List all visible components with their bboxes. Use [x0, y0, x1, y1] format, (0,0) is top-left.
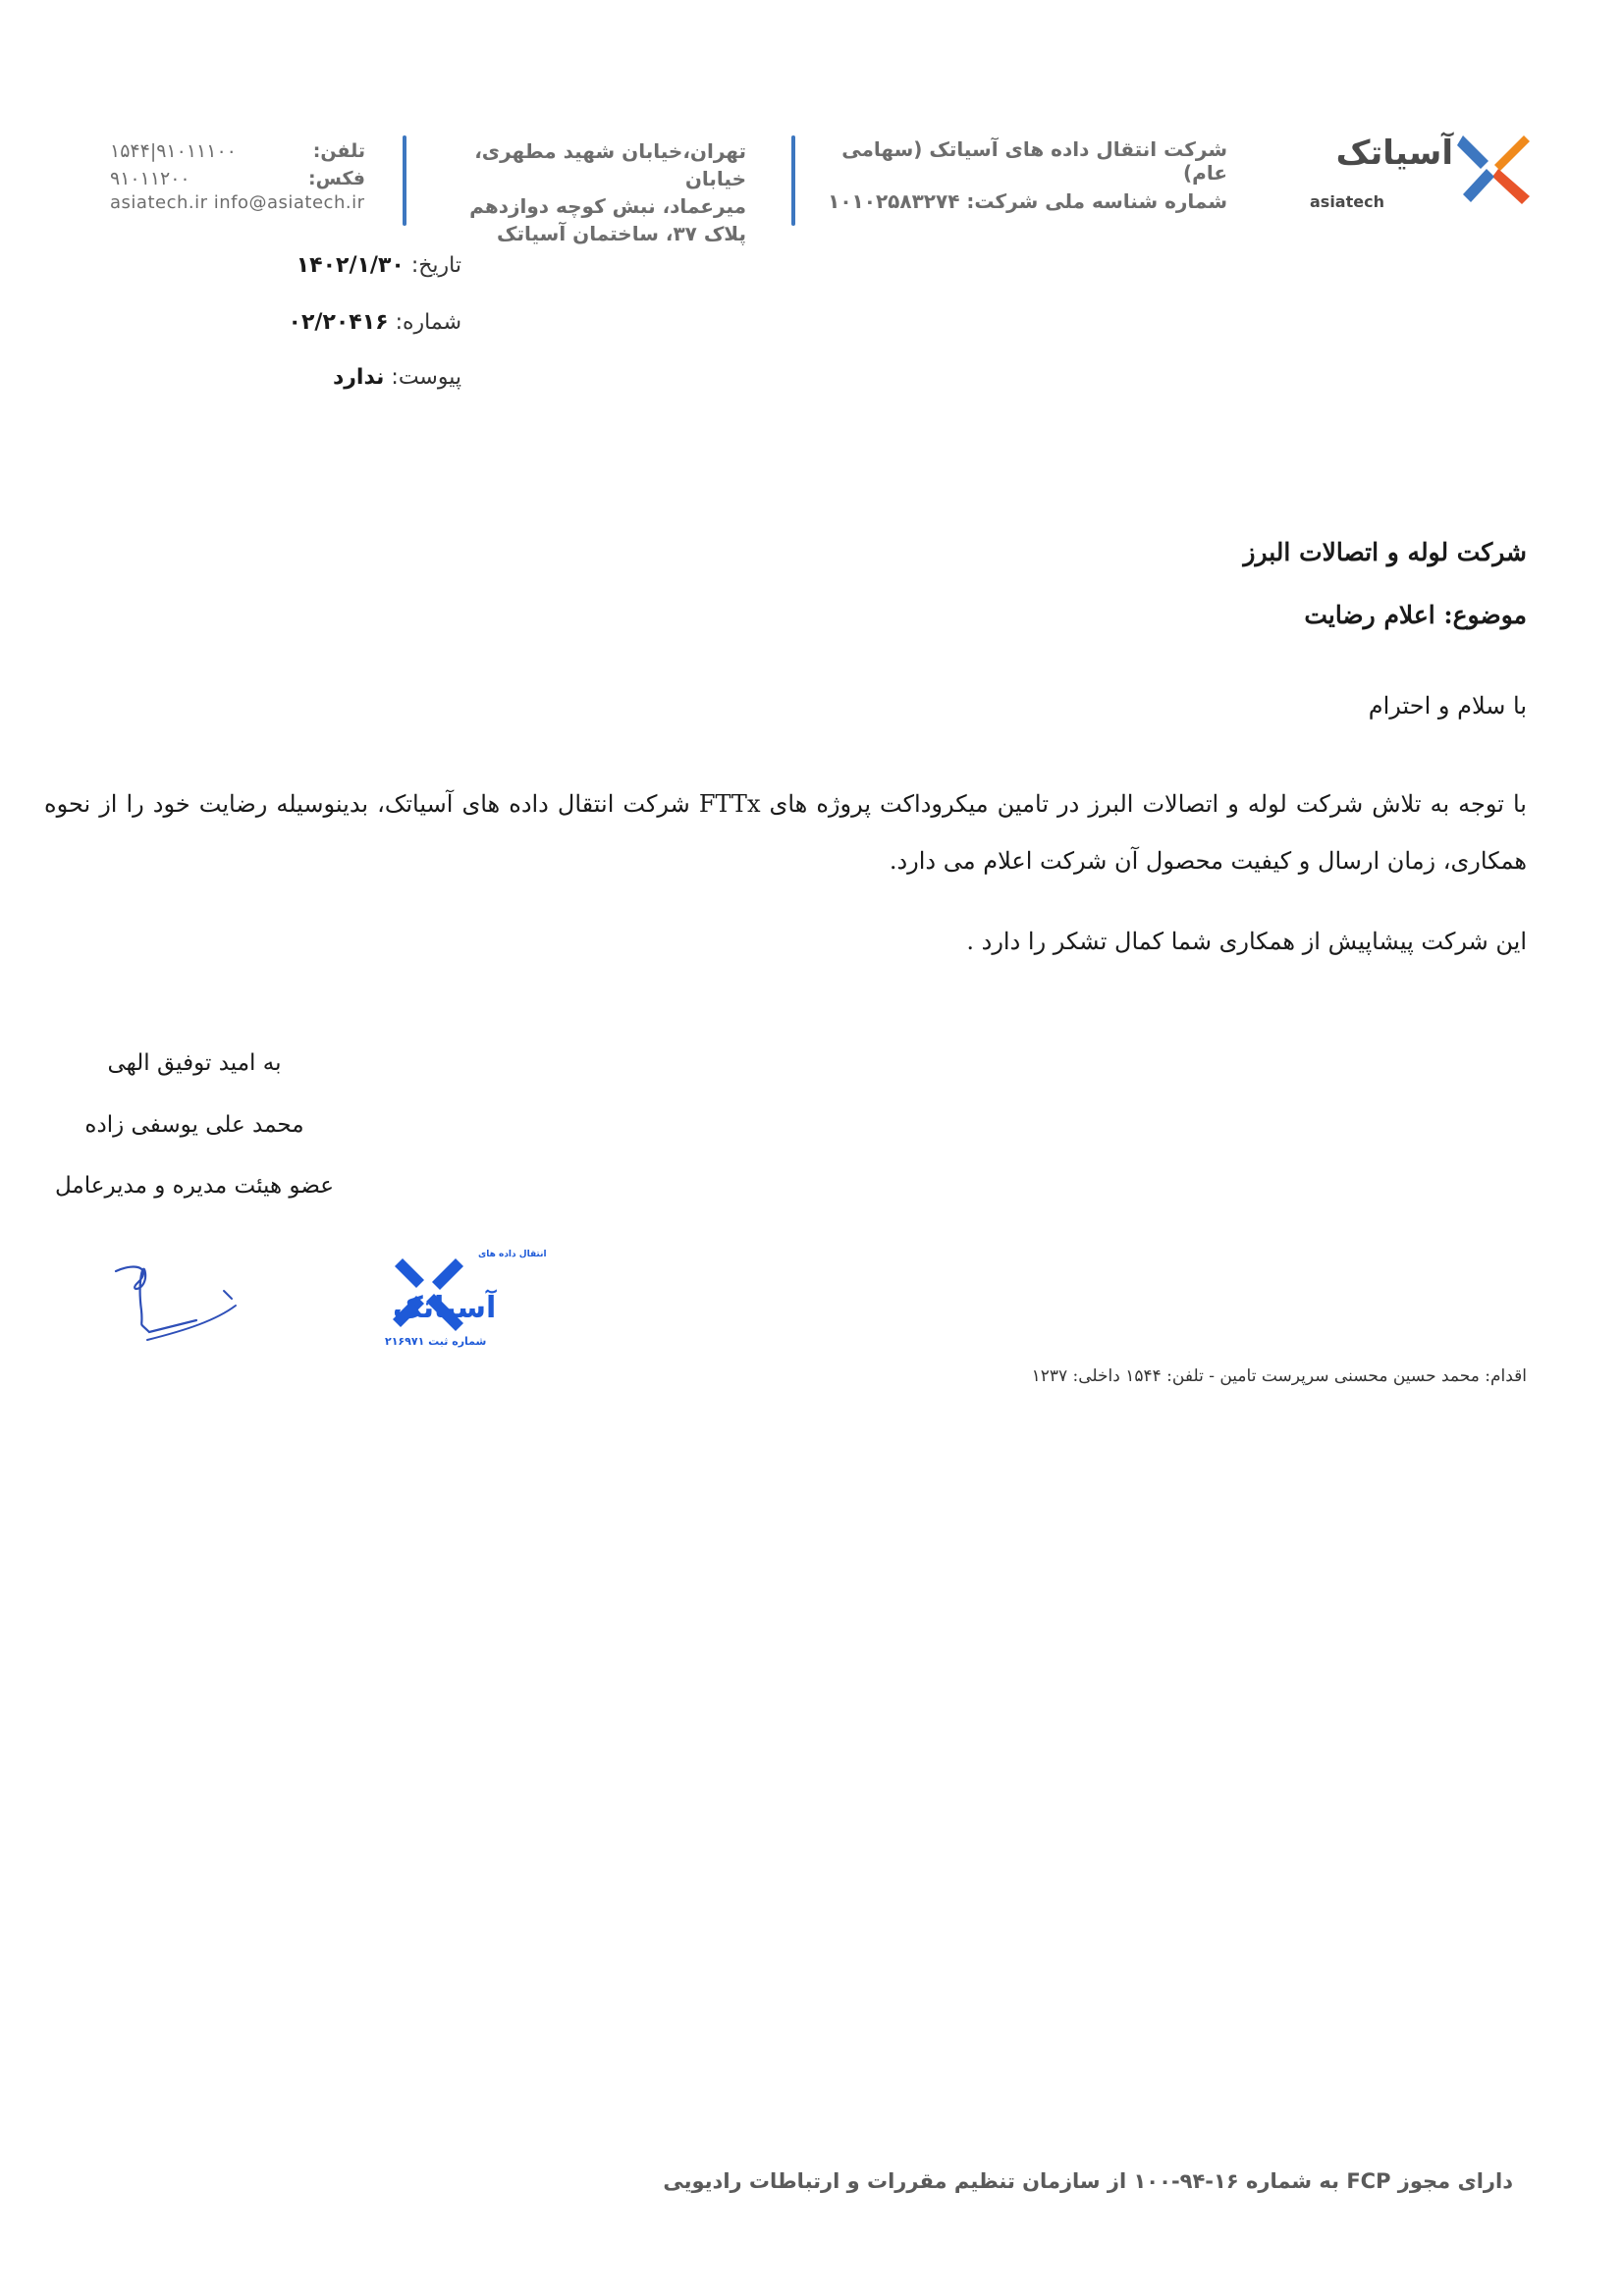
company-logo	[1306, 126, 1532, 224]
company-address	[432, 137, 746, 247]
greeting: با سلام و احترام	[1368, 692, 1527, 720]
stamp-name: آسیاتک	[393, 1291, 497, 1325]
number-value: ۰۲/۲۰۴۱۶	[288, 310, 389, 335]
date-value: ۱۴۰۲/۱/۳۰	[296, 253, 405, 278]
address-line: میرعماد، نبش کوچه دوازدهم	[469, 194, 746, 218]
fax-value: ۹۱۰۱۱۲۰۰	[110, 168, 190, 189]
logo-text-fa: آسیاتک	[1335, 133, 1453, 173]
date-label: تاریخ:	[410, 253, 461, 278]
body-paragraph: با توجه به تلاش شرکت لوله و اتصالات البرز در تامین میکروداکت پروژه های FTTx شرکت انتقال داده های آسیاتک، بدینوسیله رضایت خود را از نحوه همکاری، زمان ارسال و کیفیت محصول آن شرکت اعلام می دارد.	[44, 790, 1527, 875]
company-stamp	[287, 1247, 547, 1355]
website-email: asiatech.ir info@asiatech.ir	[110, 192, 365, 213]
closing: به امید توفیق الهی	[107, 1050, 282, 1076]
phone-label: تلفن:	[312, 140, 365, 162]
company-name: شرکت انتقال داده های آسیاتک (سهامی عام)	[841, 137, 1227, 185]
action-note: اقدام: محمد حسین محسنی سرپرست تامین - تلفن: ۱۵۴۴ داخلی: ۱۲۳۷	[1031, 1366, 1527, 1386]
stamp-reg-text: شماره ثبت ۲۱۶۹۷۱	[385, 1335, 487, 1348]
number-label: شماره:	[395, 310, 461, 335]
footer-license: دارای مجوز FCP به شماره ۱۶-۹۴-۱۰۰ از سازمان تنظیم مقررات و ارتباطات رادیویی	[663, 2169, 1513, 2193]
body-paragraph: این شرکت پیشاپیش از همکاری شما کمال تشکر را دارد .	[966, 928, 1527, 955]
header-divider	[403, 135, 406, 226]
stamp-x-icon	[287, 1247, 547, 1355]
header-divider	[791, 135, 795, 226]
meta-attachment	[265, 365, 461, 390]
phone-value: ۱۵۴۴|۹۱۰۱۱۱۰۰	[110, 140, 237, 162]
address-line: تهران،خیابان شهید مطهری، خیابان	[474, 139, 746, 190]
address-line: پلاک ۳۷، ساختمان آسیاتک	[496, 222, 746, 245]
subject: موضوع: اعلام رضایت	[1304, 601, 1527, 629]
meta-date	[265, 253, 461, 278]
fax-row	[110, 165, 365, 192]
national-id: شماره شناسه ملی شرکت: ۱۰۱۰۲۵۸۳۲۷۴	[828, 189, 1227, 213]
meta-number	[265, 310, 461, 335]
signer-title: عضو هیئت مدیره و مدیرعامل	[55, 1173, 334, 1199]
phone-row	[110, 137, 365, 165]
handwritten-signature	[108, 1252, 255, 1350]
fax-label: فکس:	[308, 168, 365, 189]
contact-block	[110, 137, 365, 192]
signer-name: محمد علی یوسفی زاده	[84, 1112, 304, 1138]
attachment-label: پیوست:	[391, 365, 461, 390]
stamp-top-text: انتقال داده های	[478, 1250, 547, 1259]
asiatech-x-logo-icon	[1453, 126, 1534, 206]
attachment-value: ندارد	[332, 365, 385, 390]
recipient: شرکت لوله و اتصالات البرز	[1243, 538, 1527, 566]
logo-text-en: asiatech	[1310, 192, 1384, 211]
